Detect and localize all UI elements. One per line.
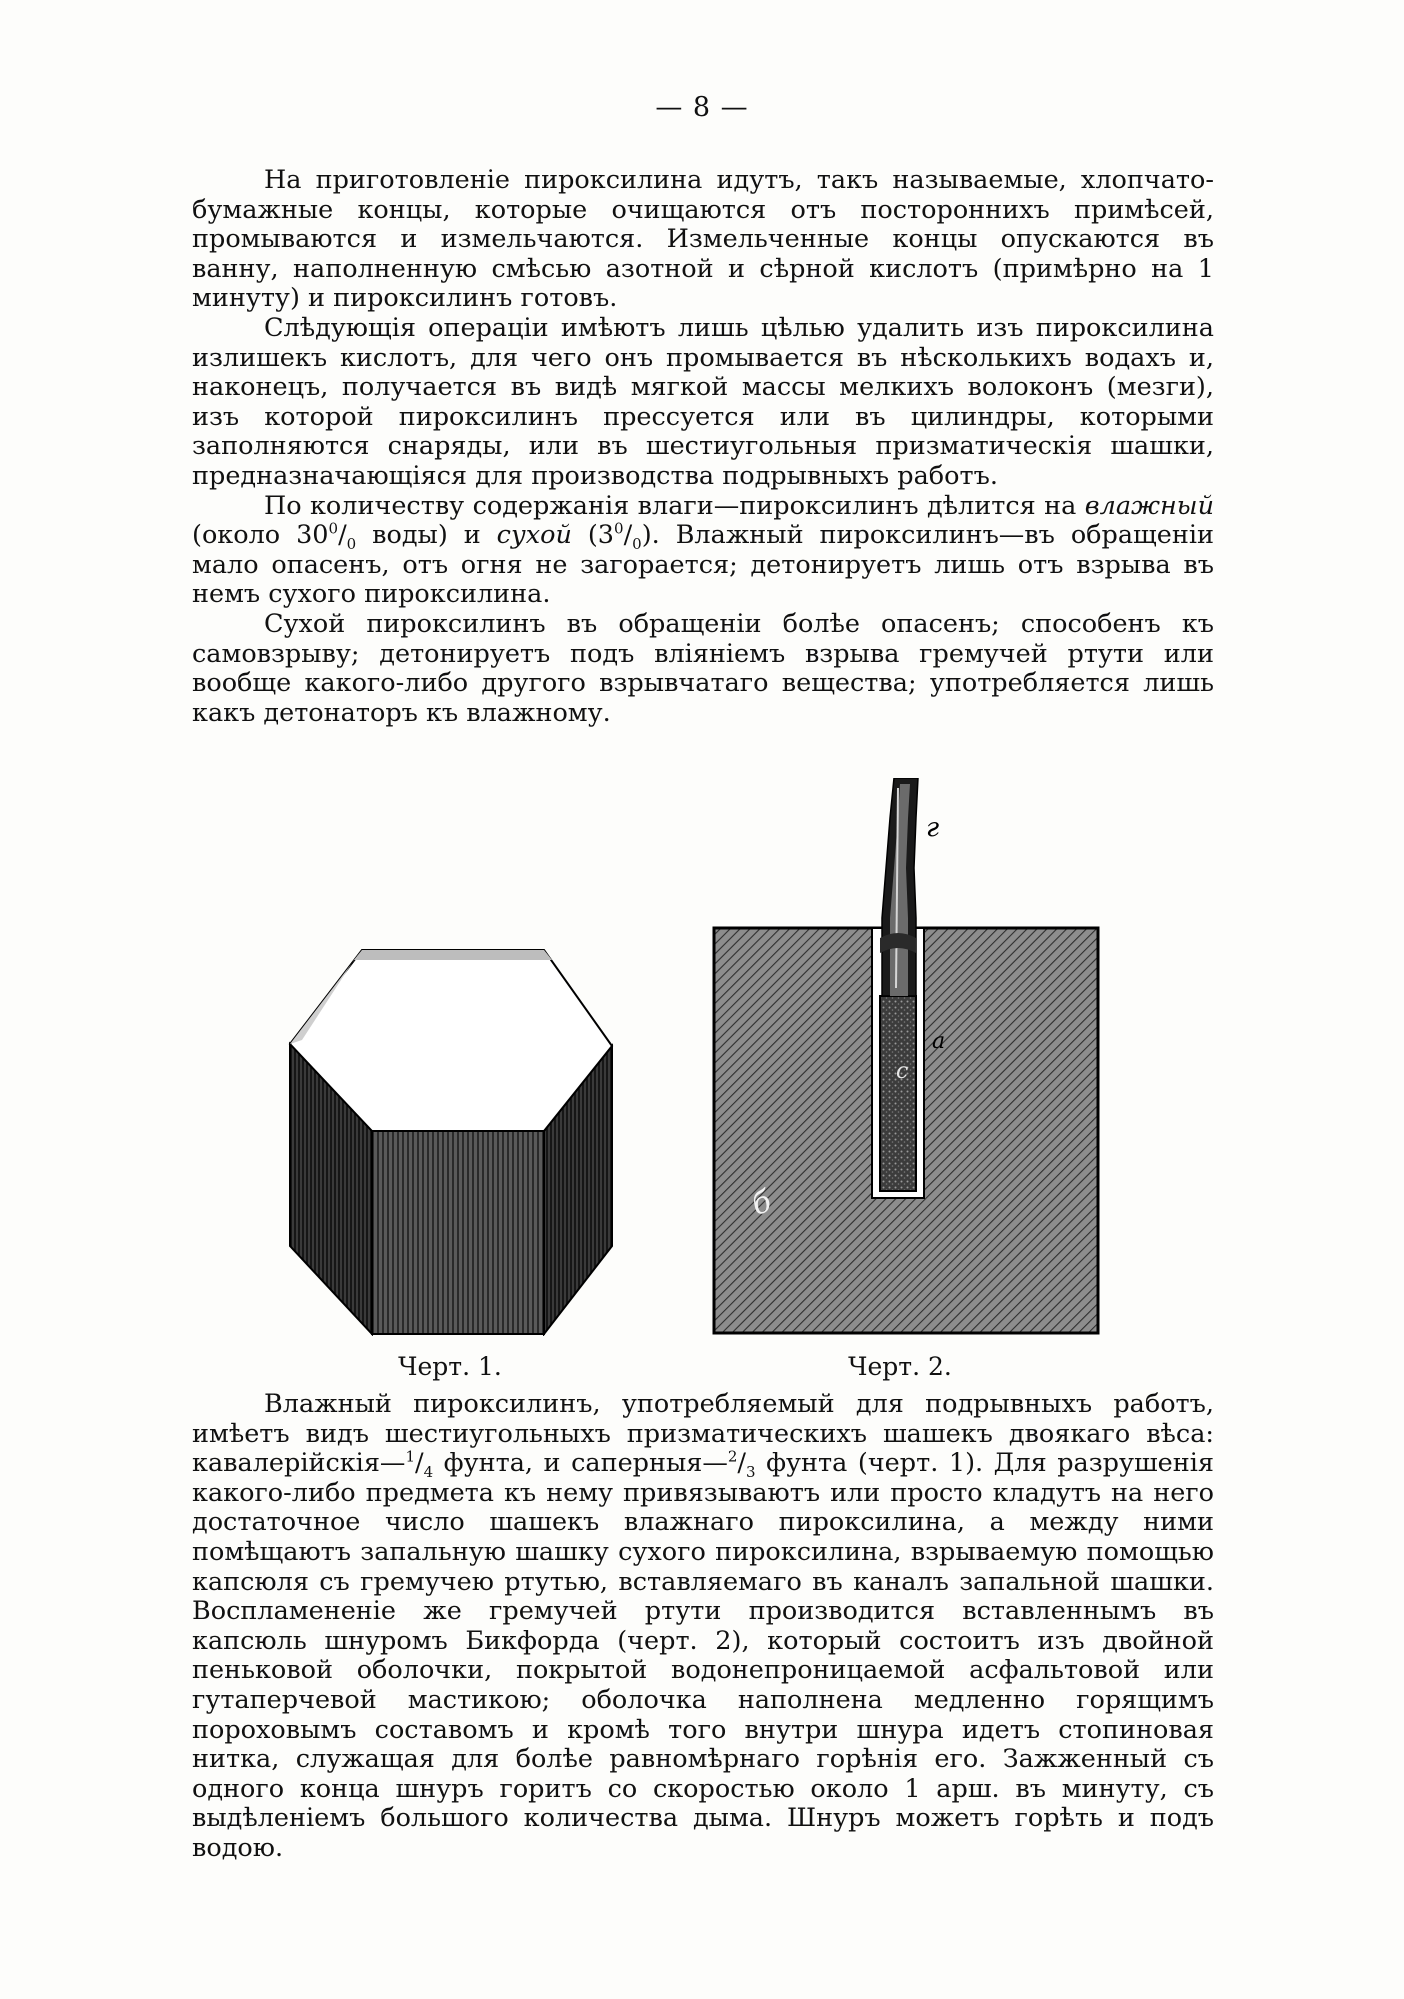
page-number: — 8 —: [655, 92, 749, 123]
label-a: а: [932, 1029, 946, 1054]
text-block-bottom: [192, 1390, 1214, 1864]
para5-text: фунта (черт. 1). Для разрушенія какого-либо предмета къ нему привязываютъ или просто кладутъ на него достаточное число шашекъ влажнаго пироксилина, а между ними помѣщаютъ запальную шашку сухого пироксилина, взрываемую помощью капсюля съ гремучею ртутью, вставляемаго въ каналъ запальной шашки. Воспламененіе же гремучей ртути производится вставленнымъ въ капсюль шнуромъ Бикфорда (черт. 2), который состоитъ изъ двойной пеньковой оболочки, покрытой водонепроницаемой асфальтовой или гутаперчевой мастикою; оболочка наполнена медленно горящимъ пороховымъ составомъ и кромѣ того внутри шнура идетъ стопиновая нитка, служащая для болѣе равномѣрнаго горѣнія его. Зажженный съ одного конца шнуръ горитъ со скоростью около 1 арш. въ минуту, съ выдѣленіемъ большого количества дыма. Шнуръ можетъ горѣть и подъ водою.: [192, 1448, 1214, 1863]
percent-slash: /: [338, 520, 347, 551]
para3-text: По количеству содержанія влаги—пироксилинъ дѣлится на: [264, 490, 1085, 521]
label-b: б: [746, 1183, 777, 1223]
label-g: г: [926, 813, 940, 843]
para5-text: фунта, и саперныя—: [433, 1448, 728, 1479]
paragraph-3: [192, 492, 1214, 610]
para3-text: (3: [571, 520, 615, 551]
paragraph-2: Слѣдующія операціи имѣютъ лишь цѣлью удалить изъ пироксилина излишекъ кислотъ, для чего онъ промывается въ нѣсколькихъ водахъ и, наконецъ, получается въ видѣ мягкой массы мелкихъ волоконъ (мезги), изъ которой пироксилинъ прессуется или въ цилиндры, которыми заполняются снаряды, или въ шестиугольныя призматическія шашки, предназначающіяся для производства подрывныхъ работъ.: [192, 312, 1214, 491]
wet-term: влажный: [1084, 490, 1214, 521]
para3-text: ). Влажный пироксилинъ—въ обращеніи мало опасенъ, отъ огня не загорается; детонируетъ лишь отъ взрыва въ немъ сухого пироксилина.: [192, 520, 1214, 610]
percent-sup: 0: [614, 519, 624, 538]
text-block-top: [192, 166, 1214, 728]
fraction-numerator: 1: [405, 1447, 415, 1466]
percent-sub: 0: [346, 535, 357, 554]
figure-2-fuse-in-charge: [702, 778, 1100, 1338]
figure-1-caption: Черт. 1.: [398, 1352, 502, 1381]
para5-text: Влажный пироксилинъ, употребляемый для подрывныхъ работъ, имѣетъ видъ шестиугольныхъ призматическихъ шашекъ двоякаго вѣса: кавалерійскія—: [192, 1389, 1214, 1479]
paragraph-4: Сухой пироксилинъ въ обращеніи болѣе опасенъ; способенъ къ самовзрыву; детонируетъ подъ вліяніемъ взрыва гремучей ртути или вообще какого-либо другого взрывчатаго вещества; употребляется лишь какъ детонаторъ къ влажному.: [192, 608, 1214, 728]
fraction-denominator: 4: [423, 1463, 434, 1482]
figure-2-caption: Черт. 2.: [848, 1352, 952, 1381]
detonator-capsule: [880, 996, 916, 1191]
percent-sub: 0: [632, 535, 642, 554]
paragraph-1: На приготовленіе пироксилина идутъ, такъ называемые, хлопчато-бумажные концы, которые очищаются отъ постороннихъ примѣсей, промываются и измельчаются. Измельченные концы опускаются въ ванну, наполненную смѣсью азотной и сѣрной кислотъ (примѣрно на 1 минуту) и пироксилинъ готовъ.: [192, 165, 1214, 314]
figure-1-hexagonal-block: [282, 936, 622, 1336]
percent-sup: 0: [328, 519, 339, 538]
fraction-slash: /: [737, 1448, 746, 1479]
fraction-denominator: 3: [746, 1463, 756, 1482]
prism-front-face: [372, 1131, 544, 1334]
dry-term: сухой: [496, 520, 572, 551]
fraction-numerator: 2: [727, 1447, 738, 1466]
para3-text: (около 30: [192, 520, 329, 551]
para3-text: воды) и: [356, 520, 497, 551]
paragraph-5: [192, 1390, 1214, 1864]
percent-slash: /: [623, 520, 633, 551]
fraction-slash: /: [414, 1448, 424, 1479]
label-c: с: [896, 1059, 909, 1084]
